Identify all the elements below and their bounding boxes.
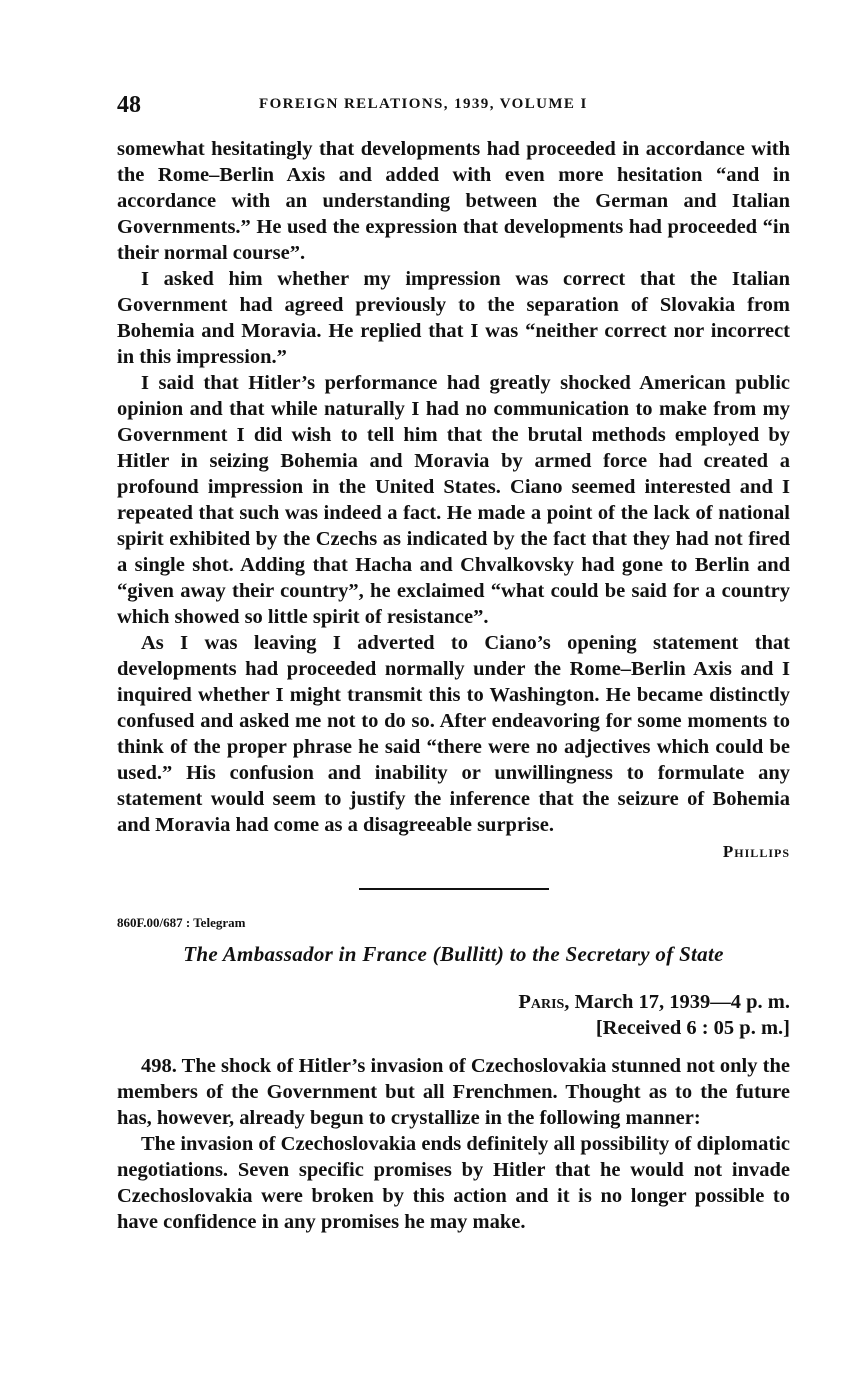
document-page: [117, 92, 790, 1235]
paragraph: I asked him whether my impression was correct that the Italian Government had agreed previously to the separation of Slovakia from Bohemia and Moravia. He replied that I was “neither correct nor incorrect in this impression.”: [117, 268, 790, 368]
dateline: [117, 989, 790, 1015]
document-title: The Ambassador in France (Bullitt) to the Secretary of State: [183, 942, 724, 966]
paragraph: somewhat hesitatingly that developments had proceeded in accordance with the Rome–Berlin Axis and added with even more hesitation “and in accordance with an understanding between the German and Italian Governments.” He used the expression that developments had proceeded “in their normal course”.: [117, 138, 790, 264]
telegram-body: [117, 1053, 790, 1235]
running-title: FOREIGN RELATIONS, 1939, VOLUME I: [259, 96, 588, 112]
dateline-place: Paris,: [518, 991, 570, 1013]
file-number: 860F.00/687 : Telegram: [117, 915, 246, 930]
section-divider: [359, 888, 549, 890]
paragraph: As I was leaving I adverted to Ciano’s opening statement that developments had proceeded normally under the Rome–Berlin Axis and I inquired whether I might transmit this to Washington. He became distinctly confused and asked me not to do so. After endeavoring for some moments to think of the proper phrase he said “there were no adjectives which could be used.” His confusion and inability or unwillingness to formulate any statement would seem to justify the inference that the seizure of Bohemia and Moravia had come as a disagreeable surprise.: [117, 632, 790, 836]
paragraph: The invasion of Czechoslovakia ends definitely all possibility of diplomatic negotiations. Seven specific promises by Hitler that he would not invade Czechoslovakia were broken by this action and it is no longer possible to have confidence in any promises he may make.: [117, 1133, 790, 1233]
received-time: [Received 6 : 05 p. m.]: [595, 1017, 790, 1039]
paragraph: 498. The shock of Hitler’s invasion of Czechoslovakia stunned not only the members of the Government but all Frenchmen. Thought as to the future has, however, already begun to crystallize in the following manner:: [117, 1055, 790, 1129]
signature: Phillips: [722, 842, 790, 861]
paragraph: I said that Hitler’s performance had greatly shocked American public opinion and that while naturally I had no communication to make from my Government I did wish to tell him that the brutal methods employed by Hitler in seizing Bohemia and Moravia by armed force had created a profound impression in the United States. Ciano seemed interested and I repeated that such was indeed a fact. He made a point of the lack of national spirit exhibited by the Czechs as indicated by the fact that they had not fired a single shot. Adding that Hacha and Chvalkovsky had gone to Berlin and “given away their country”, he exclaimed “what could be said for a country which showed so little spirit of resistance”.: [117, 372, 790, 628]
page-number: 48: [117, 92, 141, 118]
letter-body: [117, 136, 790, 838]
page-header: [117, 92, 790, 122]
dateline-date: March 17, 1939—4 p. m.: [569, 991, 790, 1013]
